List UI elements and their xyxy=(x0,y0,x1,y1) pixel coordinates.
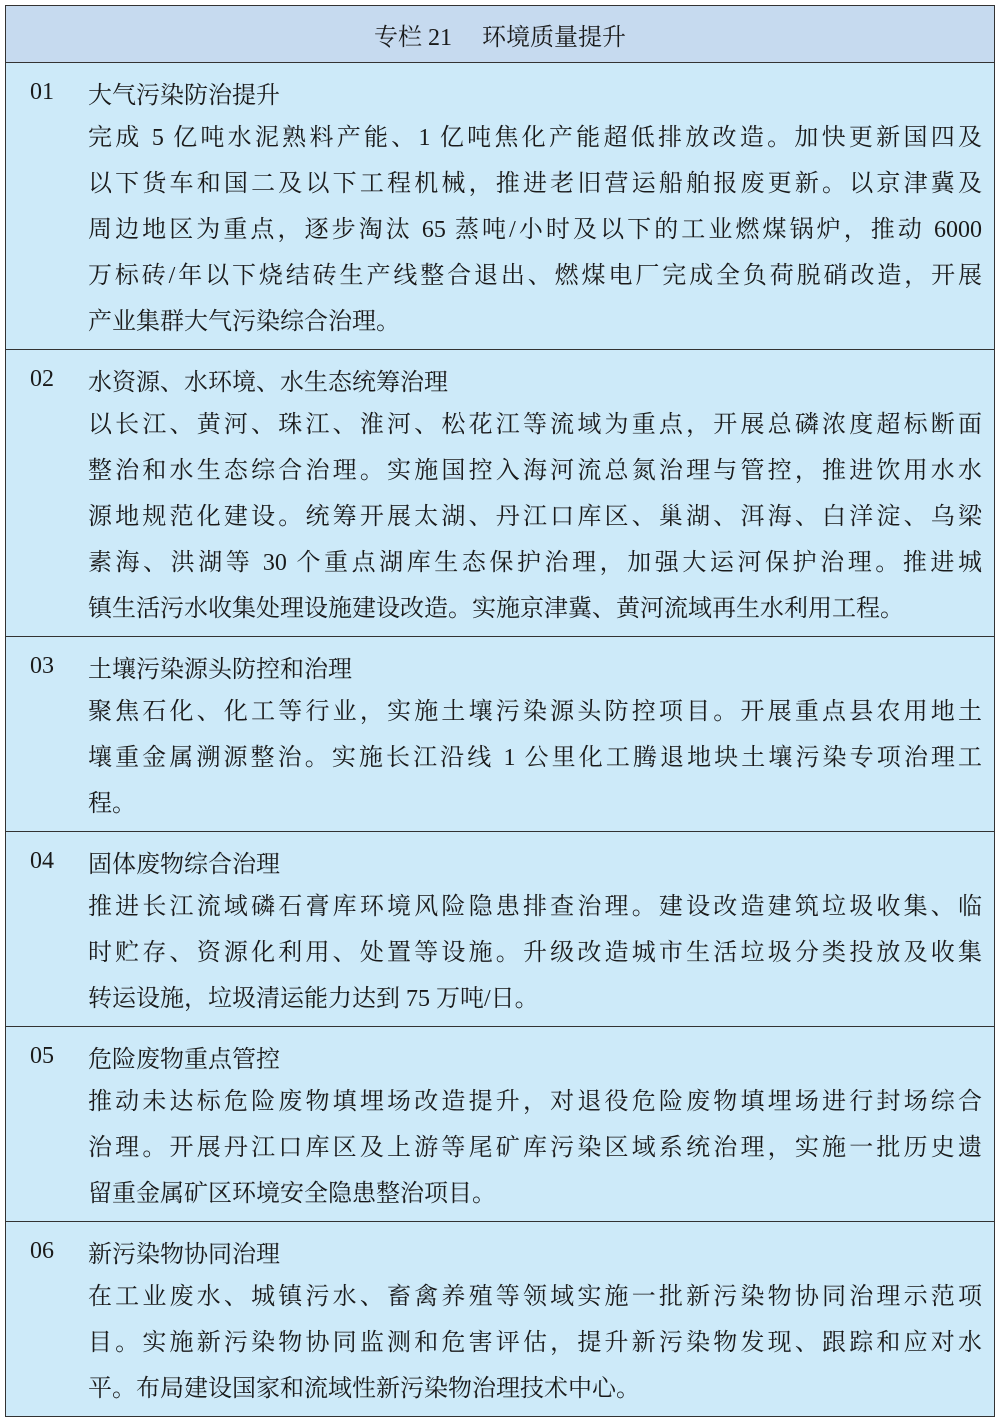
section-title: 新污染物协同治理 xyxy=(88,1241,280,1268)
section-04 xyxy=(6,832,994,1027)
section-title: 水资源、水环境、水生态统筹治理 xyxy=(88,369,448,396)
section-text-line: 时贮存、资源化利用、处置等设施。升级改造城市生活垃圾分类投放及收集 xyxy=(88,940,982,966)
section-text-line: 以长江、黄河、珠江、淮河、松花江等流域为重点，开展总磷浓度超标断面 xyxy=(88,412,982,438)
section-heading xyxy=(6,69,994,115)
section-text-line: 平。布局建设国家和流域性新污染物治理技术中心。 xyxy=(88,1376,640,1402)
section-text-line: 万标砖/年以下烧结砖生产线整合退出、燃煤电厂完成全负荷脱硝改造，开展 xyxy=(88,263,982,289)
section-text-line: 源地规范化建设。统筹开展太湖、丹江口库区、巢湖、洱海、白洋淀、乌梁 xyxy=(88,504,982,530)
section-text-line: 目。实施新污染物协同监测和危害评估，提升新污染物发现、跟踪和应对水 xyxy=(88,1330,982,1356)
section-text-line: 治理。开展丹江口库区及上游等尾矿库污染区域系统治理，实施一批历史遗 xyxy=(88,1135,982,1161)
section-number: 04 xyxy=(30,847,54,874)
section-title: 土壤污染源头防控和治理 xyxy=(88,656,352,683)
section-number: 06 xyxy=(30,1237,54,1264)
column-header xyxy=(6,6,994,63)
section-06 xyxy=(6,1222,994,1416)
section-text-line: 镇生活污水收集处理设施建设改造。实施京津冀、黄河流域再生水利用工程。 xyxy=(88,596,904,622)
section-title: 固体废物综合治理 xyxy=(88,851,280,878)
section-text-line: 整治和水生态综合治理。实施国控入海河流总氮治理与管控，推进饮用水水 xyxy=(88,458,982,484)
section-heading xyxy=(6,356,994,402)
section-heading xyxy=(6,1228,994,1274)
section-title: 危险废物重点管控 xyxy=(88,1046,280,1073)
section-text-line: 转运设施，垃圾清运能力达到 75 万吨/日。 xyxy=(88,986,539,1012)
section-02 xyxy=(6,350,994,637)
section-01 xyxy=(6,63,994,350)
section-text-line: 留重金属矿区环境安全隐患整治项目。 xyxy=(88,1181,496,1207)
section-text-line: 完成 5 亿吨水泥熟料产能、1 亿吨焦化产能超低排放改造。加快更新国四及 xyxy=(88,125,982,151)
column-box xyxy=(5,5,995,1417)
column-title: 环境质量提升 xyxy=(482,24,626,51)
section-text-line: 程。 xyxy=(88,791,136,817)
section-title: 大气污染防治提升 xyxy=(88,82,280,109)
section-heading xyxy=(6,1033,994,1079)
section-list xyxy=(6,63,994,1416)
section-text-line: 推动未达标危险废物填埋场改造提升，对退役危险废物填埋场进行封场综合 xyxy=(88,1089,982,1115)
section-number: 05 xyxy=(30,1042,54,1069)
section-number: 03 xyxy=(30,652,54,679)
section-text-line: 聚焦石化、化工等行业，实施土壤污染源头防控项目。开展重点县农用地土 xyxy=(88,699,982,725)
section-heading xyxy=(6,838,994,884)
section-number: 02 xyxy=(30,365,54,392)
section-text-line: 在工业废水、城镇污水、畜禽养殖等领域实施一批新污染物协同治理示范项 xyxy=(88,1284,982,1310)
column-label: 专栏 21 xyxy=(374,24,452,51)
section-text-line: 周边地区为重点，逐步淘汰 65 蒸吨/小时及以下的工业燃煤锅炉，推动 6000 xyxy=(88,217,982,243)
section-heading xyxy=(6,643,994,689)
section-text-line: 产业集群大气污染综合治理。 xyxy=(88,309,400,335)
section-05 xyxy=(6,1027,994,1222)
section-text-line: 壤重金属溯源整治。实施长江沿线 1 公里化工腾退地块土壤污染专项治理工 xyxy=(88,745,982,771)
section-text-line: 以下货车和国二及以下工程机械，推进老旧营运船舶报废更新。以京津冀及 xyxy=(88,171,982,197)
section-number: 01 xyxy=(30,78,54,105)
section-03 xyxy=(6,637,994,832)
section-text-line: 素海、洪湖等 30 个重点湖库生态保护治理，加强大运河保护治理。推进城 xyxy=(88,550,982,576)
section-text-line: 推进长江流域磷石膏库环境风险隐患排查治理。建设改造建筑垃圾收集、临 xyxy=(88,894,982,920)
